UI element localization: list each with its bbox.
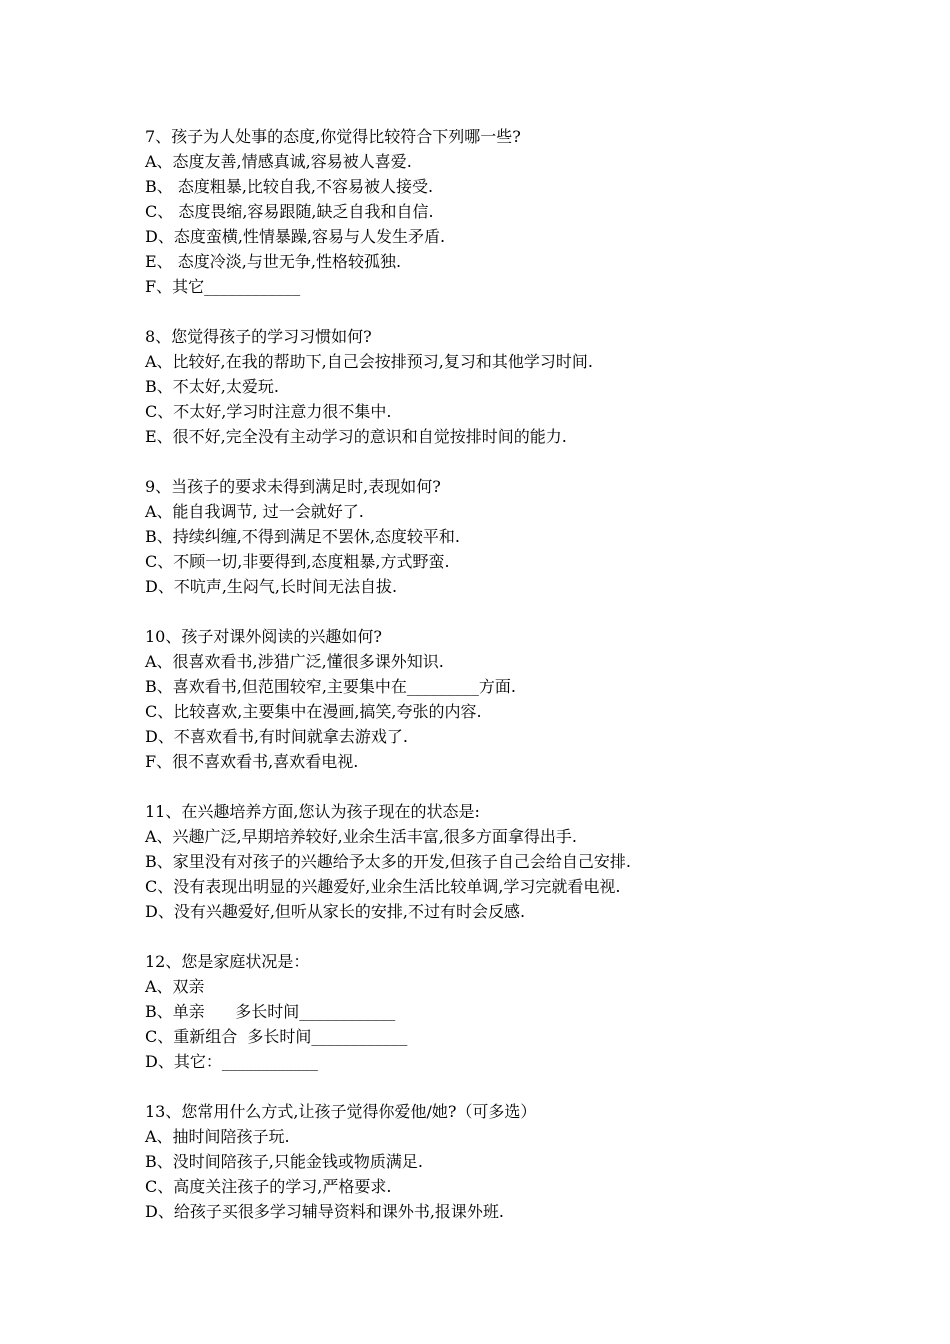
- option-d: D、态度蛮横,性情暴躁,容易与人发生矛盾.: [145, 227, 446, 246]
- option-c: C、 态度畏缩,容易跟随,缺乏自我和自信.: [145, 202, 434, 221]
- option-d: D、给孩子买很多学习辅导资料和课外书,报课外班.: [145, 1202, 505, 1221]
- option-e: E、 态度冷淡,与世无争,性格较孤独.: [145, 252, 402, 271]
- option-a: A、态度友善,情感真诚,容易被人喜爱.: [145, 152, 412, 171]
- option-b: B、不太好,太爱玩.: [145, 377, 279, 396]
- question-stem: 9、当孩子的要求未得到满足时,表现如何?: [145, 477, 441, 496]
- option-e: E、很不好,完全没有主动学习的意识和自觉按排时间的能力.: [145, 427, 567, 446]
- question-stem: 10、孩子对课外阅读的兴趣如何?: [145, 627, 382, 646]
- question-11: [145, 799, 905, 924]
- option-c: C、重新组合 多长时间____________: [145, 1027, 408, 1046]
- option-b: B、没时间陪孩子,只能金钱或物质满足.: [145, 1152, 423, 1171]
- option-d: D、没有兴趣爱好,但听从家长的安排,不过有时会反感.: [145, 902, 526, 921]
- option-a: A、双亲: [145, 977, 205, 996]
- option-b: B、家里没有对孩子的兴趣给予太多的开发,但孩子自己会给自己安排.: [145, 852, 631, 871]
- question-stem: 8、您觉得孩子的学习习惯如何?: [145, 327, 372, 346]
- option-c: C、不太好,学习时注意力很不集中.: [145, 402, 392, 421]
- option-b: B、持续纠缠,不得到满足不罢休,态度较平和.: [145, 527, 461, 546]
- question-10: [145, 624, 905, 774]
- option-f: F、其它____________: [145, 277, 301, 296]
- question-stem: 13、您常用什么方式,让孩子觉得你爱他/她?（可多选）: [145, 1102, 537, 1121]
- question-7: [145, 124, 905, 299]
- option-c: C、高度关注孩子的学习,严格要求.: [145, 1177, 392, 1196]
- option-c: C、不顾一切,非要得到,态度粗暴,方式野蛮.: [145, 552, 450, 571]
- question-12: [145, 949, 905, 1074]
- question-9: [145, 474, 905, 599]
- option-a: A、能自我调节, 过一会就好了.: [145, 502, 364, 521]
- option-b: B、喜欢看书,但范围较窄,主要集中在_________方面.: [145, 677, 517, 696]
- question-13: [145, 1099, 905, 1224]
- question-stem: 7、孩子为人处事的态度,你觉得比较符合下列哪一些?: [145, 127, 521, 146]
- option-f: F、很不喜欢看书,喜欢看电视.: [145, 752, 359, 771]
- question-stem: 12、您是家庭状况是：: [145, 952, 310, 971]
- option-d: D、其它：____________: [145, 1052, 318, 1071]
- question-8: [145, 324, 905, 449]
- questionnaire-page: [145, 124, 905, 1249]
- option-a: A、很喜欢看书,涉猎广泛,懂很多课外知识.: [145, 652, 444, 671]
- option-d: D、不喜欢看书,有时间就拿去游戏了.: [145, 727, 409, 746]
- option-c: C、没有表现出明显的兴趣爱好,业余生活比较单调,学习完就看电视.: [145, 877, 621, 896]
- option-b: B、单亲 多长时间____________: [145, 1002, 396, 1021]
- question-stem: 11、在兴趣培养方面,您认为孩子现在的状态是:: [145, 802, 480, 821]
- option-a: A、比较好,在我的帮助下,自己会按排预习,复习和其他学习时间.: [145, 352, 593, 371]
- option-d: D、不吭声,生闷气,长时间无法自拔.: [145, 577, 398, 596]
- option-b: B、 态度粗暴,比较自我,不容易被人接受.: [145, 177, 434, 196]
- option-a: A、抽时间陪孩子玩.: [145, 1127, 290, 1146]
- option-a: A、兴趣广泛,早期培养较好,业余生活丰富,很多方面拿得出手.: [145, 827, 577, 846]
- option-c: C、比较喜欢,主要集中在漫画,搞笑,夸张的内容.: [145, 702, 482, 721]
